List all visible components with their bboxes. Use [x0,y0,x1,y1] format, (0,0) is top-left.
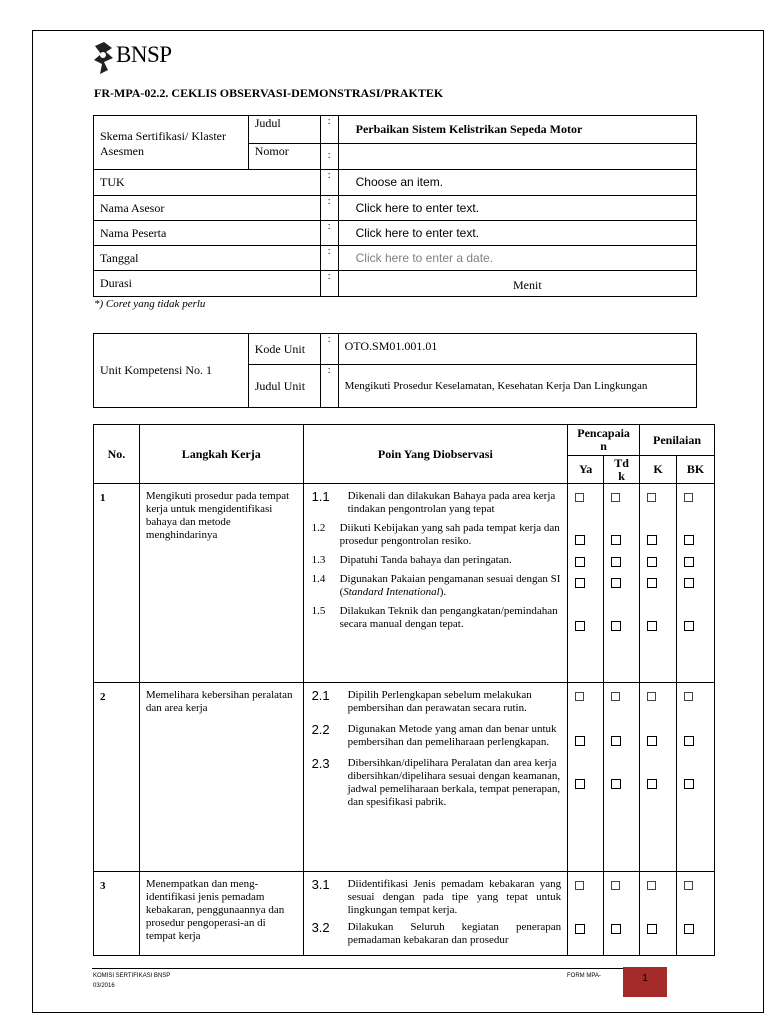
tdk-cell [604,872,640,956]
checkbox-bk[interactable] [684,779,694,789]
row-points [303,683,568,872]
checkbox-tdk[interactable] [611,535,621,545]
checkbox-k[interactable] [647,779,657,789]
point-number: 1.5 [311,605,326,617]
colon: : [320,170,338,196]
checkbox-bk[interactable] [684,493,693,502]
colon: : [320,246,338,271]
k-cell [640,683,677,872]
judul-unit-label: Judul Unit [248,365,320,408]
point-number: 2.2 [311,722,330,737]
ya-cell [568,484,604,683]
checkbox-bk[interactable] [684,557,694,567]
point-text: Dilakukan Teknik dan pengangkatan/pemindahan secara manual dengan tepat. [339,605,558,630]
bnsp-emblem-icon [92,40,116,76]
checkbox-ya[interactable] [575,493,584,502]
colon: : [320,271,338,297]
checkbox-k[interactable] [647,557,657,567]
checkbox-bk[interactable] [684,692,693,701]
header-k: K [640,456,677,484]
table-row [94,872,715,956]
skema-label: Skema Sertifikasi/ Klaster Asesmen [94,116,249,170]
row-number: 2 [94,683,140,872]
header-tdk [604,456,640,484]
row-task: Mengikuti prosedur pada tempat kerja untuk mengidentifikasi bahaya dan metode menghindarinya [139,484,303,683]
footer-date: 03/2016 [93,983,115,989]
header-langkah-kerja: Langkah Kerja [139,425,303,484]
tanggal-date-picker[interactable]: Click here to enter a date. [338,246,696,271]
colon: : [320,196,338,221]
checkbox-k[interactable] [647,881,656,890]
point-number: 2.3 [311,756,330,771]
point-item [312,573,562,599]
checkbox-bk[interactable] [684,535,694,545]
checkbox-bk[interactable] [684,924,694,934]
checkbox-tdk[interactable] [611,621,621,631]
point-item [312,522,562,548]
point-number: 3.2 [311,920,330,935]
nama-asesor-field[interactable]: Click here to enter text. [338,196,696,221]
form-title: FR-MPA-02.2. CEKLIS OBSERVASI-DEMONSTRASI/PRAKTEK [94,86,444,100]
nama-asesor-label: Nama Asesor [94,196,321,221]
colon: : [320,334,338,365]
checkbox-k[interactable] [647,621,657,631]
row-task: Menempatkan dan meng-identifikasi jenis pemadam kebakaran, penggunaannya dan prosedur pengoperasi-an di tempat kerja [139,872,303,956]
header-penilaian: Penilaian [640,425,715,456]
header-ya: Ya [568,456,604,484]
point-item [312,605,562,631]
checkbox-k[interactable] [647,535,657,545]
checklist-table [93,424,715,956]
row-points [303,484,568,683]
checkbox-ya[interactable] [575,736,585,746]
footer-form: FORM MPA- [567,973,601,979]
checkbox-tdk[interactable] [611,881,620,890]
unit-label: Unit Kompetensi No. 1 [94,334,249,408]
tanggal-label: Tanggal [94,246,321,271]
point-item [312,554,562,567]
point-text-tail: ). [439,586,447,598]
header-pencapaian [568,425,640,456]
checkbox-k[interactable] [647,578,657,588]
ya-cell [568,872,604,956]
checkbox-ya[interactable] [575,621,585,631]
checkbox-bk[interactable] [684,621,694,631]
checkbox-ya[interactable] [575,578,585,588]
nomor-value[interactable] [338,144,696,170]
point-text-italic: Standard Intenational [343,586,440,598]
checkbox-ya[interactable] [575,692,584,701]
checkbox-bk[interactable] [684,881,693,890]
point-text: Dipilih Perlengkapan sebelum melakukan pembersihan dan perawatan secara rutin. [347,689,532,714]
judul-unit-value: Mengikuti Prosedur Keselamatan, Kesehatan Kerja Dan Lingkungan [338,365,696,408]
point-text: Diikuti Kebijakan yang sah pada tempat kerja dan prosedur pengontrolan resiko. [339,522,560,547]
point-text: Digunakan Metode yang aman dan benar untuk pembersihan dan pemeliharaan perlengkapan. [347,723,557,748]
tdk-cell [604,683,640,872]
point-text [340,573,562,599]
row-number: 1 [94,484,140,683]
header-bk: BK [677,456,715,484]
checkbox-tdk[interactable] [611,924,621,934]
nomor-label: Nomor [248,144,320,170]
k-cell [640,484,677,683]
nama-peserta-label: Nama Peserta [94,221,321,246]
point-text: Dipatuhi Tanda bahaya dan peringatan. [339,554,512,566]
checkbox-ya[interactable] [575,779,585,789]
tdk-cell [604,484,640,683]
checkbox-k[interactable] [647,924,657,934]
checkbox-k[interactable] [647,736,657,746]
checkbox-ya[interactable] [575,881,584,890]
checkbox-tdk[interactable] [611,493,620,502]
point-number: 1.3 [311,554,326,566]
checkbox-tdk[interactable] [611,779,621,789]
point-item [312,689,562,715]
point-text-main: Digunakan Pakaian pengamanan sesuai dengan SI ( [339,573,561,598]
header-poin: Poin Yang Diobservasi [303,425,568,484]
checkbox-tdk[interactable] [611,557,621,567]
checkbox-k[interactable] [647,692,656,701]
durasi-label: Durasi [94,271,321,297]
row-number: 3 [94,872,140,956]
point-number: 1.1 [311,489,330,504]
checkbox-tdk[interactable] [611,578,621,588]
footer-divider [92,968,667,969]
bnsp-logo [92,38,182,78]
bk-cell [677,683,715,872]
point-text: Dilakukan Seluruh kegiatan penerapan pemadaman kebakaran dan prosedur [347,921,562,946]
logo-text: BNSP [116,42,172,67]
point-text: Dikenali dan dilakukan Bahaya pada area kerja tindakan pengontrolan yang tepat [347,490,556,515]
header-no: No. [94,425,140,484]
checkbox-ya[interactable] [575,557,585,567]
colon: : [320,221,338,246]
kode-unit-label: Kode Unit [248,334,320,365]
point-item [312,878,562,917]
header-pencapaian-line2: n [600,439,607,453]
point-text: Diidentifikasi Jenis pemadam kebakaran yang sesuai dengan pada tipe yang tepat untuk lingkungan tempat kerja. [347,878,562,916]
table-row [94,484,715,683]
unit-table [93,333,697,408]
page-number: 1 [623,967,667,997]
point-item [312,757,562,809]
colon: : [320,365,338,408]
point-item [312,921,562,947]
table-row [94,683,715,872]
checkbox-tdk[interactable] [611,692,620,701]
point-text: Dibersihkan/dipelihara Peralatan dan area kerja dibersihkan/dipelihara sesuai dengan keamanan, jadwal pemeliharaan berkala, tempat penerapan, dan spesifikasi pabrik. [347,757,561,808]
header-tdk-line2: k [618,468,625,483]
point-number: 1.4 [311,573,326,585]
nama-peserta-field[interactable]: Click here to enter text. [338,221,696,246]
tuk-label: TUK [94,170,321,196]
checkbox-ya[interactable] [575,535,585,545]
checkbox-k[interactable] [647,493,656,502]
ya-cell [568,683,604,872]
durasi-value[interactable]: Menit [338,271,696,297]
colon: : [320,116,338,144]
bk-cell [677,484,715,683]
footer-org: KOMISI SERTIFIKASI BNSP [93,973,171,979]
tuk-dropdown[interactable]: Choose an item. [338,170,696,196]
note: *) Coret yang tidak perlu [94,298,206,310]
header-tdk-line1: Td [614,455,629,470]
colon: : [320,144,338,170]
row-points [303,872,568,956]
header-pencapaian-line1: Pencapaia [577,426,630,440]
kode-unit-value: OTO.SM01.001.01 [338,334,696,365]
judul-value[interactable]: Perbaikan Sistem Kelistrikan Sepeda Motor [338,116,696,144]
point-number: 1.2 [311,522,326,534]
k-cell [640,872,677,956]
checkbox-bk[interactable] [684,736,694,746]
checkbox-bk[interactable] [684,578,694,588]
checkbox-ya[interactable] [575,924,585,934]
point-number: 3.1 [311,877,330,892]
row-task: Memelihara kebersihan peralatan dan area kerja [139,683,303,872]
point-item [312,490,562,516]
checkbox-tdk[interactable] [611,736,621,746]
info-table [93,115,697,297]
judul-label: Judul [248,116,320,144]
point-number: 2.1 [311,688,330,703]
bk-cell [677,872,715,956]
point-item [312,723,562,749]
